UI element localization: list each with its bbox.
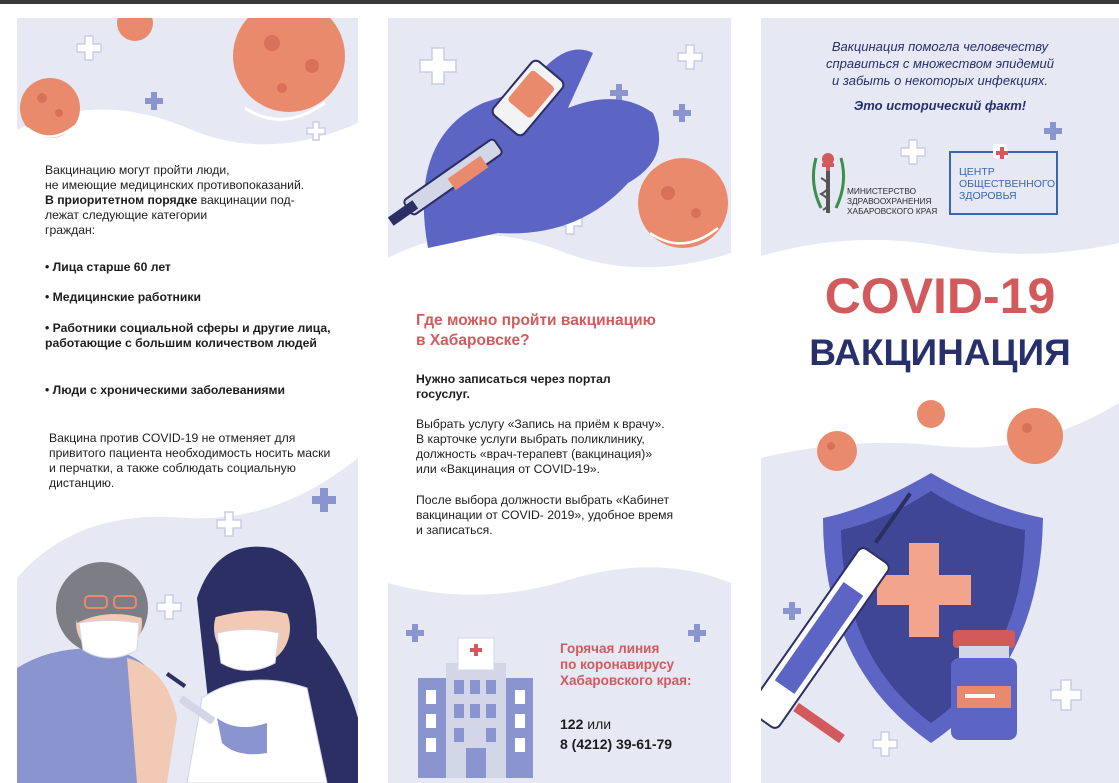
phone-short-line bbox=[560, 714, 672, 734]
ministry-line: ЗДРАВООХРАНЕНИЯ bbox=[847, 196, 932, 206]
hotline-line: Хабаровского края: bbox=[560, 673, 692, 688]
virus-icon bbox=[638, 158, 728, 248]
step1-text bbox=[416, 417, 665, 477]
quote-line: Вакцинация помогла человечеству bbox=[831, 39, 1049, 54]
history-quote bbox=[761, 38, 1119, 89]
step1-line: или «Вакцинация от COVID-19». bbox=[416, 462, 601, 476]
center-name bbox=[959, 166, 1055, 202]
panel-priority-groups bbox=[17, 18, 358, 783]
hotline-phones bbox=[560, 714, 672, 754]
panel3-background-illustration bbox=[761, 18, 1119, 783]
priority-line bbox=[45, 193, 355, 208]
intro-line: граждан: bbox=[45, 223, 96, 237]
mask-note: Вакцина против COVID-19 не отменяет для привитого пациента необходимость носить маски и перчатки, а также соблюдать социальную дистанцию. bbox=[49, 431, 331, 490]
center-line: ЗДОРОВЬЯ bbox=[959, 190, 1017, 202]
category-item: • Люди с хроническими заболеваниями bbox=[45, 383, 285, 397]
phone-short: 122 bbox=[560, 716, 584, 732]
top-border bbox=[0, 0, 1119, 4]
priority-bold: В приоритетном порядке bbox=[45, 193, 198, 207]
phone-long: 8 (4212) 39-61-79 bbox=[560, 736, 673, 752]
step2-line: и записаться. bbox=[416, 523, 493, 537]
quote-line: справиться с множеством эпидемий bbox=[825, 56, 1054, 71]
panel-cover bbox=[761, 18, 1119, 783]
intro-line: лежат следующие категории bbox=[45, 208, 208, 222]
panel-where-to-vaccinate bbox=[388, 18, 731, 783]
step1-line: В карточке услуги выбрать поликлинику, bbox=[416, 432, 645, 446]
vaccine-vial-icon bbox=[951, 630, 1017, 740]
ministry-name bbox=[847, 186, 937, 216]
phone-or: или bbox=[583, 716, 612, 732]
covid-title: COVID-19 bbox=[824, 268, 1056, 324]
category-item: • Работники социальной сферы и другие лица, работающие с большим количеством людей bbox=[45, 321, 331, 350]
ministry-line: МИНИСТЕРСТВО bbox=[847, 186, 917, 196]
intro-text bbox=[45, 163, 355, 238]
portal-line: госуслуг. bbox=[416, 387, 470, 401]
hotline-label bbox=[560, 641, 691, 689]
step2-line: вакцинации от COVID- 2019», удобное время bbox=[416, 508, 674, 522]
step1-line: Выбрать услугу «Запись на приём к врачу». bbox=[416, 417, 665, 431]
category-item: • Медицинские работники bbox=[45, 290, 201, 304]
quote-line: и забыть о некоторых инфекциях. bbox=[831, 73, 1049, 88]
virus-icon bbox=[20, 78, 80, 138]
portal-instruction bbox=[416, 372, 611, 402]
hotline-line: по коронавирусу bbox=[560, 657, 674, 672]
category-item: • Лица старше 60 лет bbox=[45, 260, 171, 274]
intro-line: Вакцинацию могут пройти люди, bbox=[45, 163, 230, 177]
where-heading-line: Где можно пройти вакцинацию bbox=[416, 312, 656, 329]
vaccination-title: ВАКЦИНАЦИЯ bbox=[809, 332, 1071, 373]
portal-line: Нужно записаться через портал bbox=[416, 372, 611, 386]
step2-line: После выбора должности выбрать «Кабинет bbox=[416, 493, 670, 507]
history-fact: Это исторический факт! bbox=[853, 98, 1027, 113]
where-heading bbox=[416, 311, 656, 351]
center-line: ОБЩЕСТВЕННОГО bbox=[959, 178, 1056, 190]
panel1-background-illustration bbox=[17, 18, 358, 783]
step2-text bbox=[416, 493, 673, 538]
ministry-line: ХАБАРОВСКОГО КРАЯ bbox=[847, 206, 938, 216]
center-line: ЦЕНТР bbox=[959, 166, 995, 178]
step1-line: должность «врач-терапевт (вакцинация)» bbox=[416, 447, 653, 461]
priority-rest: вакцинации под- bbox=[197, 193, 295, 207]
where-heading-line: в Хабаровске? bbox=[416, 332, 530, 349]
intro-line: не имеющие медицинских противопоказаний. bbox=[45, 178, 305, 192]
hotline-line: Горячая линия bbox=[560, 641, 660, 656]
